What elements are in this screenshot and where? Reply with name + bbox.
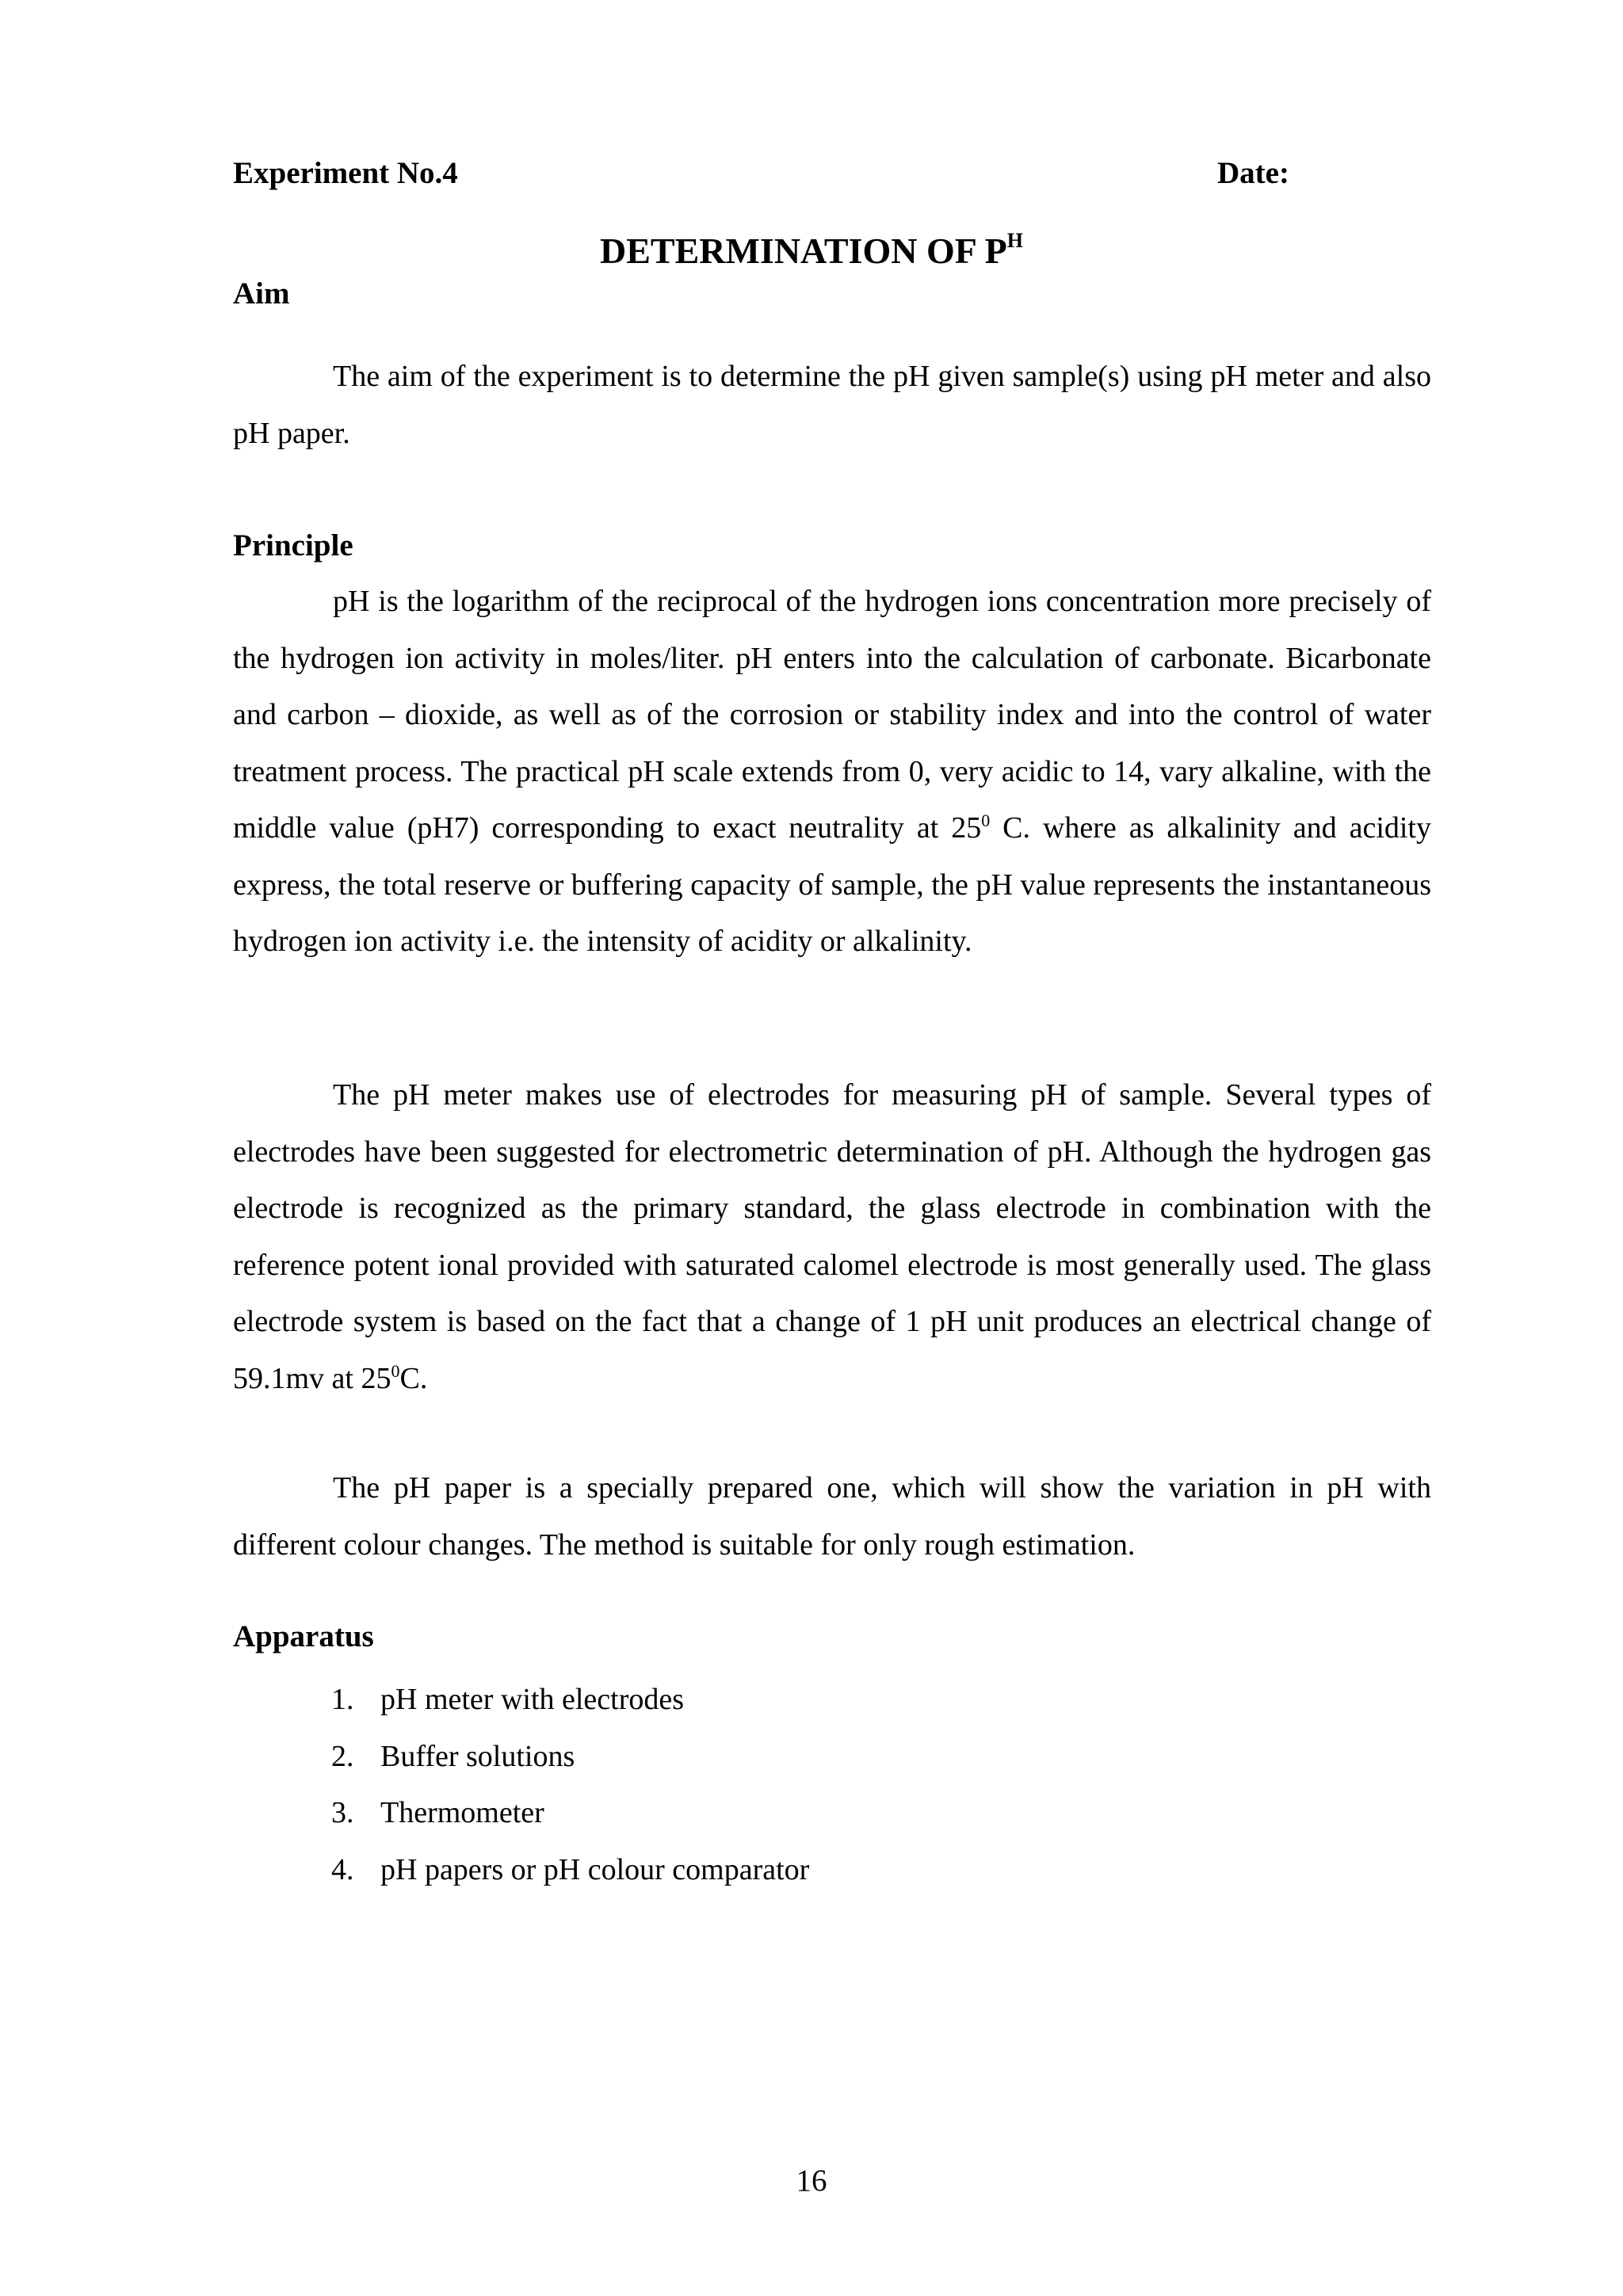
- principle-heading: Principle: [233, 528, 353, 563]
- list-item-text: Thermometer: [380, 1796, 544, 1829]
- degree-superscript: 0: [981, 810, 991, 830]
- principle-p1-text-b: C. where as alkalinity and acidity express, the total reserve or buffering capacity of sample, the pH value represents the instantaneous hydrogen ion activity i.e. the intensity of acidity or alkalinity.: [233, 811, 1431, 958]
- list-item-text: Buffer solutions: [380, 1739, 575, 1773]
- principle-paragraph-2: [233, 1067, 1431, 1407]
- aim-heading: Aim: [233, 277, 290, 311]
- list-item-number: 1.: [331, 1683, 354, 1716]
- principle-paragraph-3: The pH paper is a specially prepared one, which will show the variation in pH with different colour changes. The method is suitable for only rough estimation.: [233, 1471, 1431, 1562]
- principle-paragraph-1: [233, 574, 1431, 971]
- list-item: [331, 1672, 809, 1729]
- list-item-number: 2.: [331, 1739, 354, 1773]
- list-item: [331, 1785, 809, 1842]
- degree-superscript: 0: [391, 1360, 400, 1381]
- experiment-number: Experiment No.4: [233, 156, 458, 190]
- apparatus-list: [331, 1672, 809, 1898]
- principle-p2-text-a: The pH meter makes use of electrodes for measuring pH of sample. Several types of electrodes have been suggested for electrometric determination of pH. Although the hydrogen gas electrode is recognized as the primary standard, the glass electrode in combination with the reference potent ional provided with saturated calomel electrode is most generally used. The glass electrode system is based on the fact that a change of 1 pH unit produces an electrical change of 59.1mv at 25: [233, 1078, 1431, 1395]
- date-label: Date:: [1217, 156, 1289, 190]
- list-item-text: pH meter with electrodes: [380, 1683, 685, 1716]
- list-item: [331, 1842, 809, 1899]
- list-item: [331, 1729, 809, 1786]
- page-number: 16: [796, 2164, 827, 2198]
- principle-p2-text-b: C.: [399, 1361, 428, 1395]
- apparatus-heading: Apparatus: [233, 1619, 374, 1653]
- principle-p1-text-a: pH is the logarithm of the reciprocal of the hydrogen ions concentration more precisely of the hydrogen ion activity in moles/liter. pH enters into the calculation of carbonate. Bicarbonate and carbon – dioxide, as well as of the corrosion or stability index and into the control of water treatment process. The practical pH scale extends from 0, very acidic to 14, vary alkaline, with the middle value (pH7) corresponding to exact neutrality at 25: [233, 585, 1431, 845]
- page-title: [0, 230, 1623, 272]
- title-superscript: H: [1006, 229, 1023, 252]
- list-item-number: 4.: [331, 1852, 354, 1886]
- title-text: DETERMINATION OF P: [600, 231, 1007, 271]
- list-item-number: 3.: [331, 1796, 354, 1829]
- list-item-text: pH papers or pH colour comparator: [380, 1852, 810, 1886]
- aim-paragraph: The aim of the experiment is to determine the pH given sample(s) using pH meter and also pH paper.: [233, 360, 1431, 450]
